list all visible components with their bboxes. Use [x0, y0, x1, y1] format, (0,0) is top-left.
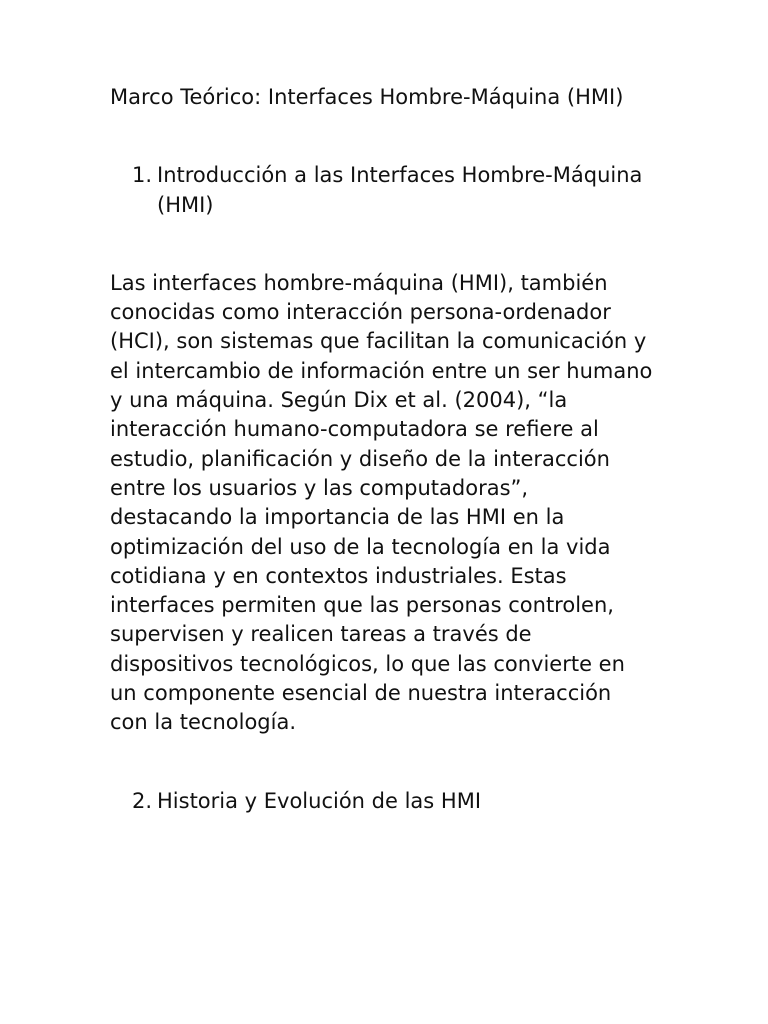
- section-number: 1.: [132, 163, 153, 188]
- section-heading-introduction: [110, 161, 655, 220]
- body-paragraph: Las interfaces hombre-máquina (HMI), también conocidas como interacción persona-ordenador (HCI), son sistemas que facilitan la comunicación y el intercambio de información entre un ser humano y una máquina. Según Dix et al. (2004), “la interacción humano-computadora se refiere al estudio, planificación y diseño de la interacción entre los usuarios y las computadoras”, destacando la importancia de las HMI en la optimización del uso de la tecnología en la vida cotidiana y en contextos industriales. Estas interfaces permiten que las personas controlen, supervisen y realicen tareas a través de dispositivos tecnológicos, lo que las convierte en un componente esencial de nuestra interacción con la tecnología.: [110, 270, 653, 735]
- section-heading-history: [110, 787, 655, 816]
- section-number: 2.: [132, 788, 153, 813]
- section-heading-text: Historia y Evolución de las HMI: [157, 788, 482, 813]
- document-title: Marco Teórico: Interfaces Hombre-Máquina (HMI): [110, 85, 624, 109]
- document-page: [110, 83, 655, 816]
- section-heading-text: Introducción a las Interfaces Hombre-Máquina (HMI): [157, 163, 643, 217]
